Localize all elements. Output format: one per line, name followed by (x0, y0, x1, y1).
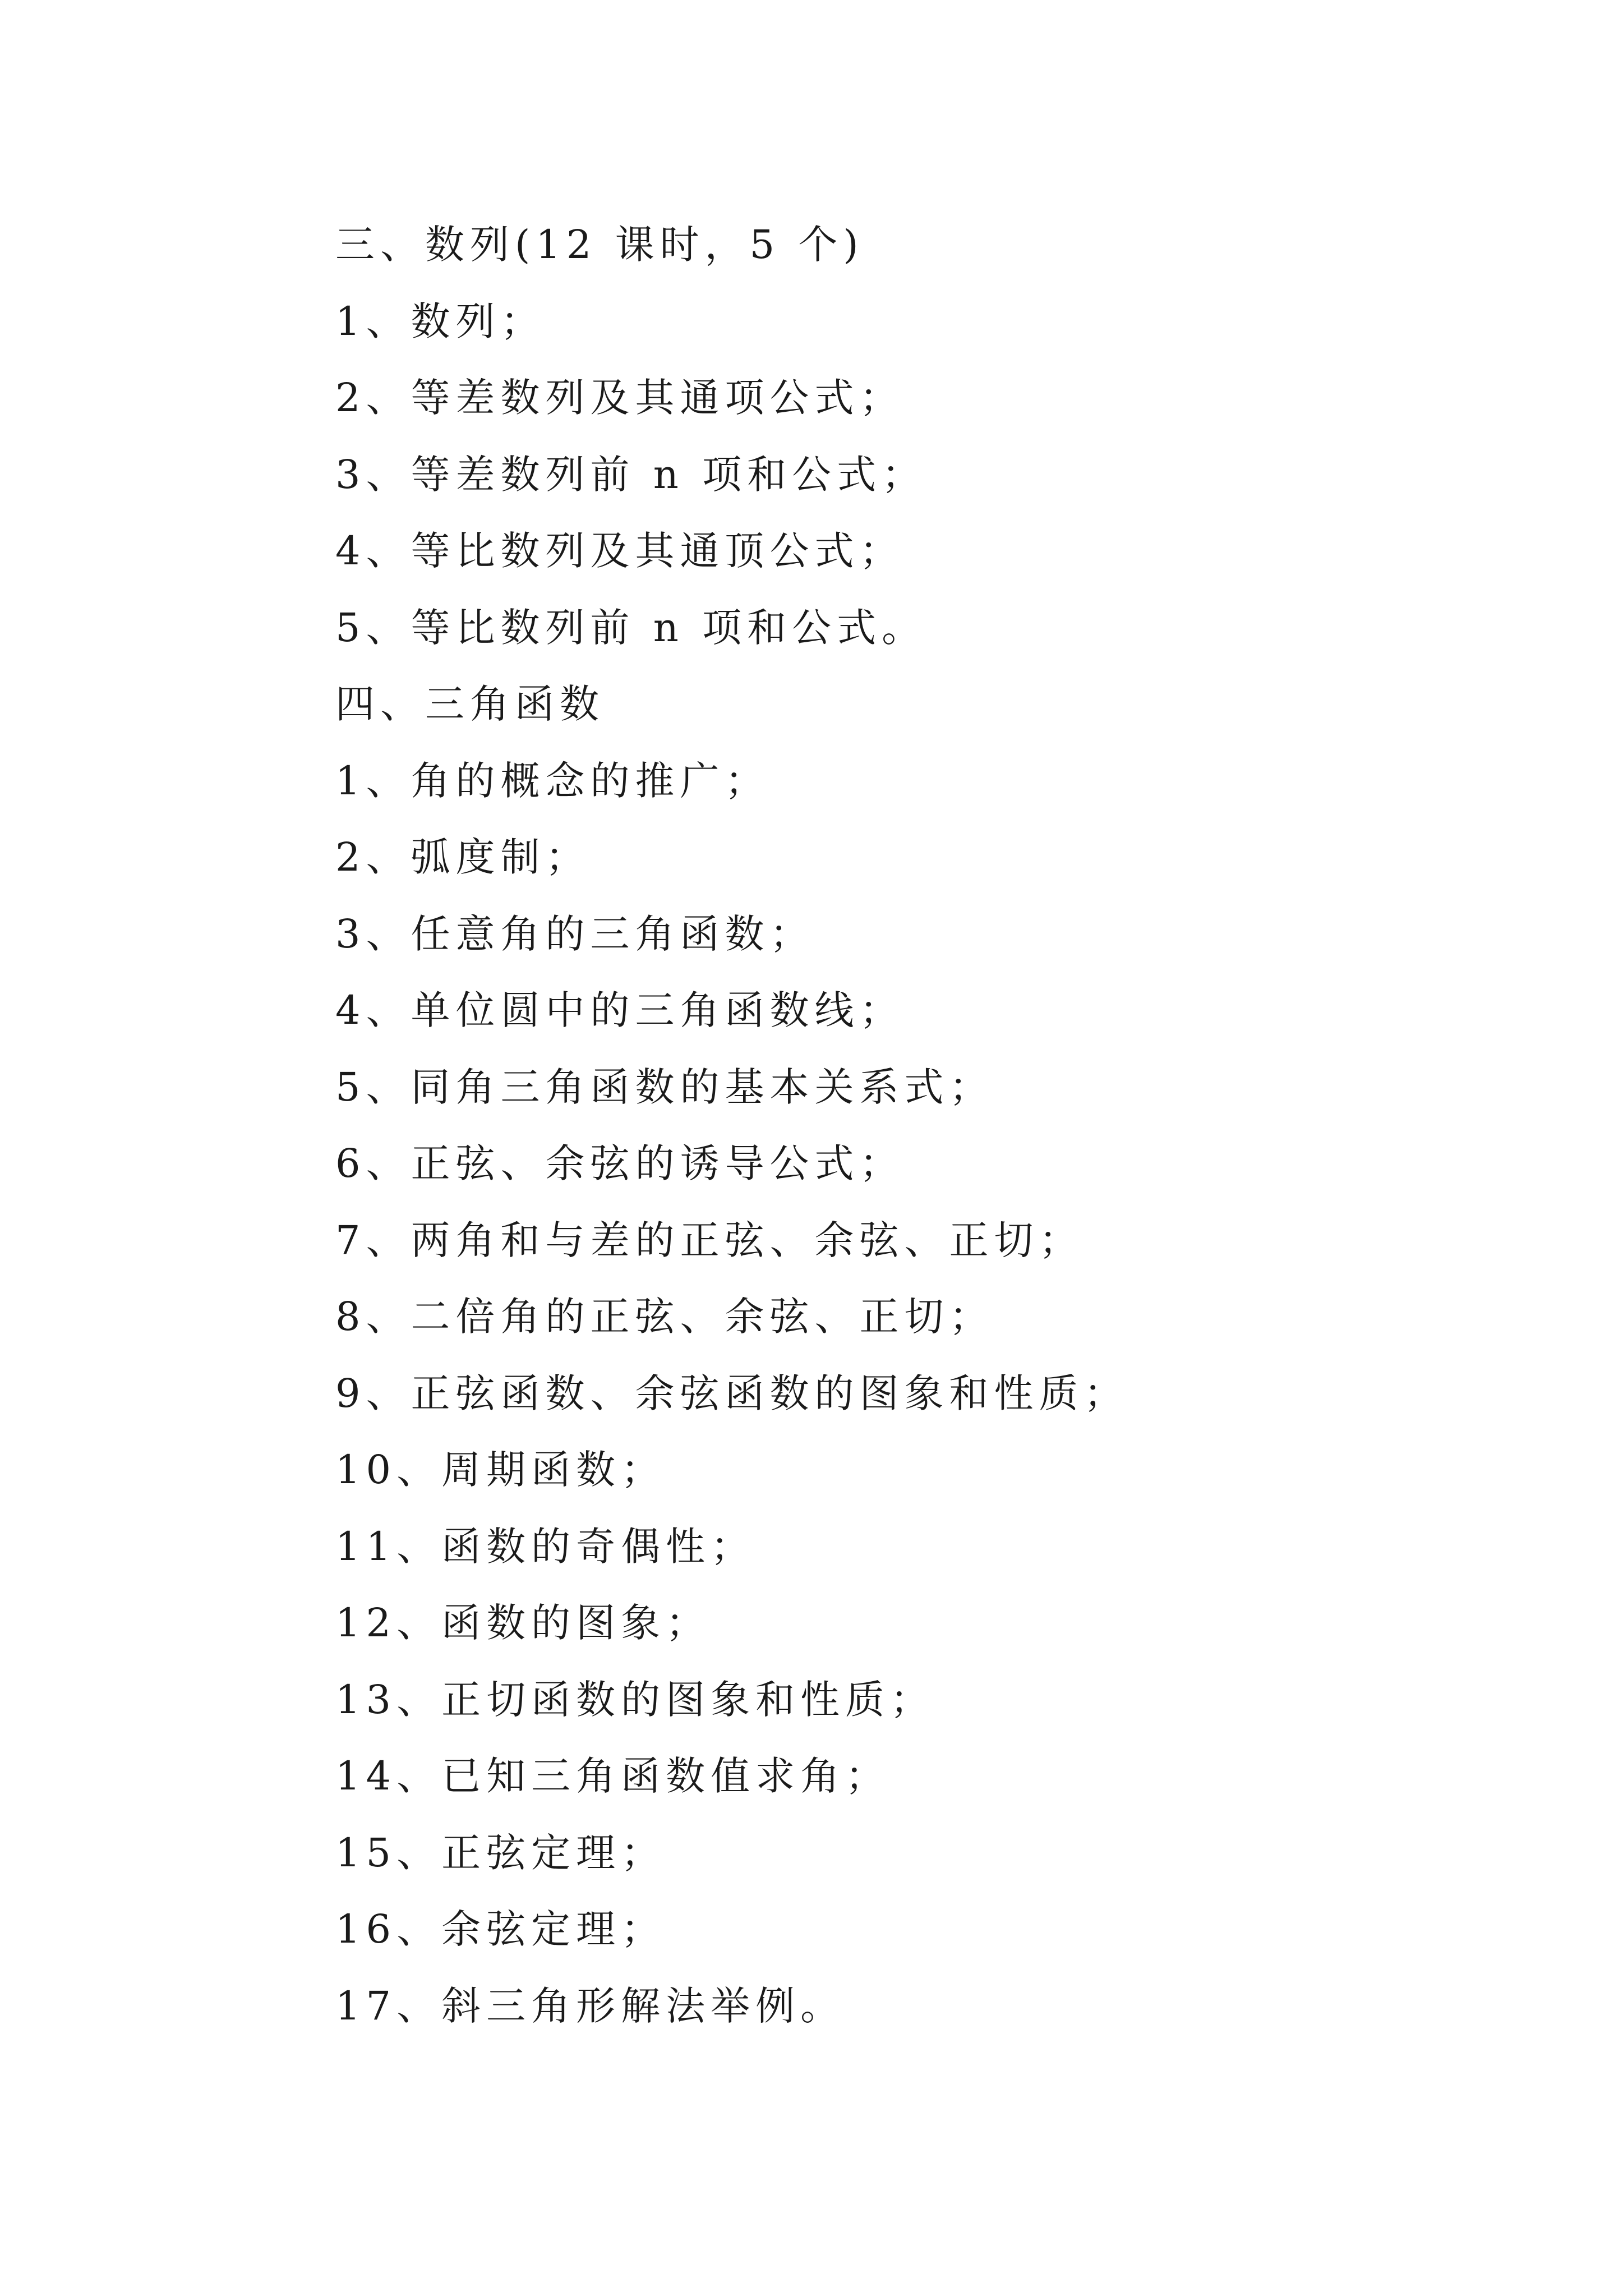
list-item: 3、任意角的三角函数； (335, 910, 815, 957)
list-item: 4、等比数列及其通顶公式； (335, 528, 905, 574)
document-body (335, 211, 1513, 2049)
list-item: 16、余弦定理； (335, 1906, 666, 1952)
list-item: 7、两角和与差的正弦、余弦、正切； (335, 1217, 1084, 1263)
list-item: 1、角的概念的推广； (335, 757, 770, 804)
list-item: 10、周期函数； (335, 1447, 666, 1493)
section-heading-sequences: 三、数列(12 课时，5 个) (335, 222, 864, 268)
list-item: 8、二倍角的正弦、余弦、正切； (335, 1294, 994, 1340)
list-item: 6、正弦、余弦的诱导公式； (335, 1140, 905, 1186)
list-item: 15、正弦定理； (335, 1829, 666, 1876)
list-item: 13、正切函数的图象和性质； (335, 1676, 935, 1723)
list-item: 9、正弦函数、余弦函数的图象和性质； (335, 1370, 1129, 1416)
list-item: 3、等差数列前 n 项和公式； (335, 451, 927, 498)
list-item: 2、等差数列及其通项公式； (335, 375, 905, 421)
list-item: 11、函数的奇偶性； (335, 1523, 756, 1570)
section-heading-trigonometry: 四、三角函数 (335, 681, 605, 727)
list-item: 5、等比数列前 n 项和公式。 (335, 604, 927, 651)
list-item: 12、函数的图象； (335, 1600, 711, 1646)
list-item: 5、同角三角函数的基本关系式； (335, 1064, 994, 1110)
list-item: 4、单位圆中的三角函数线； (335, 987, 905, 1033)
list-item: 14、已知三角函数值求角； (335, 1753, 891, 1799)
list-item: 17、斜三角形解法举例。 (335, 1982, 846, 2029)
list-item: 2、弧度制； (335, 834, 591, 880)
list-item: 1、数列； (335, 298, 546, 344)
